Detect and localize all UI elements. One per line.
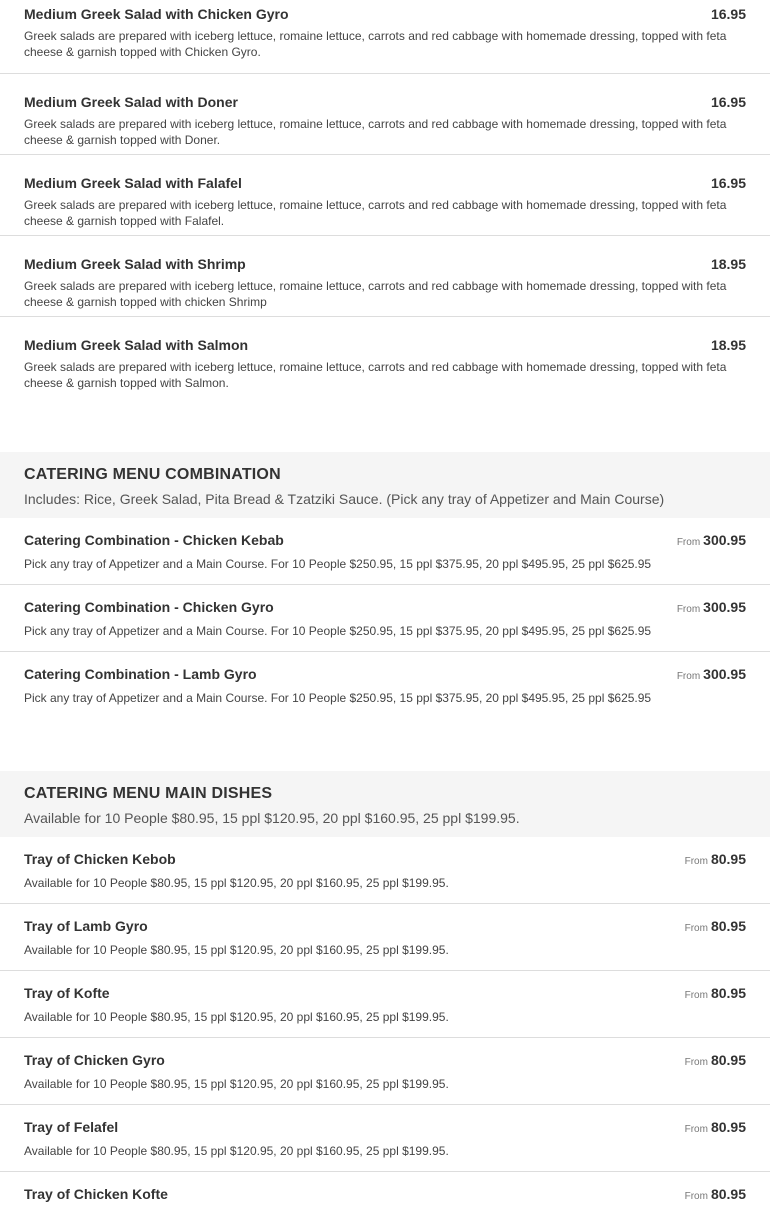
item-price	[685, 985, 746, 1004]
item-name: Tray of Chicken Kebob	[24, 851, 176, 867]
menu-item[interactable]	[0, 0, 770, 74]
section-header-main-dishes	[0, 771, 770, 837]
price-amount: 300.95	[703, 599, 746, 615]
from-label: From	[684, 1124, 708, 1135]
section-title: CATERING MENU COMBINATION	[24, 466, 281, 483]
item-description: Greek salads are prepared with iceberg lettuce, romaine lettuce, carrots and red cabbage with homemade dressing, topped with feta cheese & garnish topped with Salmon.	[24, 360, 727, 390]
item-price	[685, 851, 746, 870]
item-description: Greek salads are prepared with iceberg lettuce, romaine lettuce, carrots and red cabbage with homemade dressing, topped with feta cheese & garnish topped with Doner.	[24, 117, 727, 147]
item-price: 16.95	[710, 175, 746, 191]
menu-item[interactable]	[0, 1172, 770, 1202]
item-description: Greek salads are prepared with iceberg lettuce, romaine lettuce, carrots and red cabbage with homemade dressing, topped with feta cheese & garnish topped with Chicken Gyro.	[24, 29, 727, 59]
menu-item[interactable]	[0, 585, 770, 652]
item-price	[685, 1119, 746, 1138]
item-description: Available for 10 People $80.95, 15 ppl $120.95, 20 ppl $160.95, 25 ppl $199.95.	[24, 1077, 449, 1091]
item-name: Medium Greek Salad with Doner	[24, 94, 238, 110]
item-name: Medium Greek Salad with Falafel	[24, 175, 242, 191]
menu-item[interactable]	[0, 837, 770, 904]
item-name: Tray of Kofte	[24, 985, 110, 1001]
from-label: From	[684, 856, 708, 867]
item-description: Greek salads are prepared with iceberg lettuce, romaine lettuce, carrots and red cabbage with homemade dressing, topped with feta cheese & garnish topped with Falafel.	[24, 198, 727, 228]
item-name: Catering Combination - Chicken Gyro	[24, 599, 274, 615]
item-name: Tray of Chicken Gyro	[24, 1052, 165, 1068]
section-spacer	[0, 719, 770, 771]
menu-item[interactable]	[0, 155, 770, 236]
menu-item[interactable]	[0, 1105, 770, 1172]
section-subtitle: Available for 10 People $80.95, 15 ppl $120.95, 20 ppl $160.95, 25 ppl $199.95.	[24, 810, 520, 826]
item-name: Medium Greek Salad with Shrimp	[24, 256, 246, 272]
item-price: 16.95	[710, 6, 746, 22]
item-name: Tray of Felafel	[24, 1119, 119, 1135]
item-price	[685, 1186, 746, 1205]
menu-item[interactable]	[0, 1038, 770, 1105]
item-name: Medium Greek Salad with Chicken Gyro	[24, 6, 289, 22]
price-amount: 300.95	[703, 666, 746, 682]
item-price	[677, 666, 746, 685]
price-amount: 80.95	[710, 985, 746, 1001]
item-description: Greek salads are prepared with iceberg lettuce, romaine lettuce, carrots and red cabbage with homemade dressing, topped with feta cheese & garnish topped with chicken Shrimp	[24, 279, 727, 309]
menu-item[interactable]	[0, 904, 770, 971]
section-header-combination	[0, 452, 770, 518]
item-price: 16.95	[710, 94, 746, 110]
from-label: From	[676, 537, 701, 548]
item-name: Catering Combination - Lamb Gyro	[24, 666, 257, 682]
item-description: Pick any tray of Appetizer and a Main Course. For 10 People $250.95, 15 ppl $375.95, 20 ppl $495.95, 25 ppl $625.95	[24, 691, 652, 705]
price-amount: 80.95	[710, 1119, 746, 1135]
item-name: Tray of Lamb Gyro	[24, 918, 148, 934]
from-label: From	[684, 1191, 708, 1202]
item-description: Available for 10 People $80.95, 15 ppl $120.95, 20 ppl $160.95, 25 ppl $199.95.	[24, 876, 449, 890]
item-description: Available for 10 People $80.95, 15 ppl $120.95, 20 ppl $160.95, 25 ppl $199.95.	[24, 1144, 449, 1158]
menu-item[interactable]	[0, 236, 770, 317]
from-label: From	[684, 1057, 708, 1068]
item-description: Available for 10 People $80.95, 15 ppl $120.95, 20 ppl $160.95, 25 ppl $199.95.	[24, 943, 449, 957]
item-description: Pick any tray of Appetizer and a Main Course. For 10 People $250.95, 15 ppl $375.95, 20 ppl $495.95, 25 ppl $625.95	[24, 557, 652, 571]
from-label: From	[684, 923, 708, 934]
menu-item[interactable]	[0, 971, 770, 1038]
menu-item[interactable]	[0, 652, 770, 719]
item-price	[685, 1052, 746, 1071]
section-title: CATERING MENU MAIN DISHES	[24, 785, 273, 802]
price-amount: 80.95	[710, 918, 746, 934]
menu-item[interactable]	[0, 518, 770, 585]
item-price	[677, 532, 746, 551]
menu-item[interactable]	[0, 74, 770, 155]
item-price	[677, 599, 746, 618]
from-label: From	[676, 671, 701, 682]
from-label: From	[684, 990, 708, 1001]
price-amount: 80.95	[710, 851, 746, 867]
item-name: Catering Combination - Chicken Kebab	[24, 532, 284, 548]
section-subtitle: Includes: Rice, Greek Salad, Pita Bread & Tzatziki Sauce. (Pick any tray of Appetizer and Main Course)	[24, 491, 665, 507]
item-price: 18.95	[710, 256, 746, 272]
item-name: Medium Greek Salad with Salmon	[24, 337, 249, 353]
section-spacer	[0, 394, 770, 452]
item-price	[685, 918, 746, 937]
item-price: 18.95	[710, 337, 746, 353]
from-label: From	[676, 604, 701, 615]
menu-item[interactable]	[0, 317, 770, 394]
price-amount: 80.95	[710, 1186, 746, 1202]
item-description: Pick any tray of Appetizer and a Main Course. For 10 People $250.95, 15 ppl $375.95, 20 ppl $495.95, 25 ppl $625.95	[24, 624, 652, 638]
price-amount: 300.95	[703, 532, 746, 548]
price-amount: 80.95	[710, 1052, 746, 1068]
item-name: Tray of Chicken Kofte	[24, 1186, 168, 1202]
item-description: Available for 10 People $80.95, 15 ppl $120.95, 20 ppl $160.95, 25 ppl $199.95.	[24, 1010, 449, 1024]
